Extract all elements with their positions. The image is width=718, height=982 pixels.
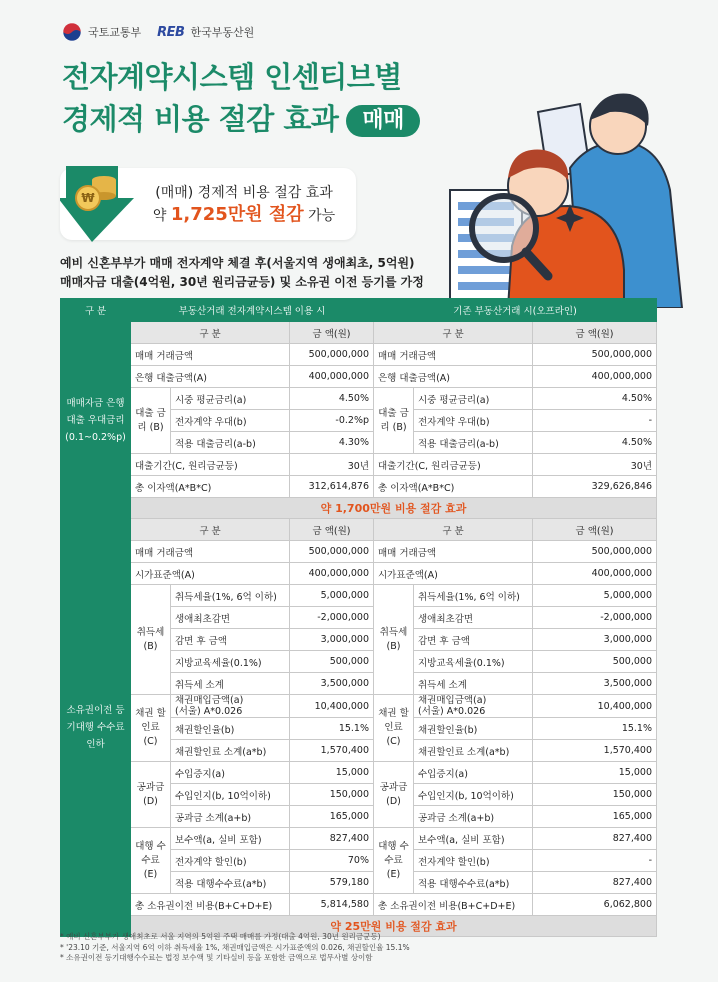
row-label: 대출기간(C, 원리금균등) (131, 454, 290, 476)
value-electronic: 3,000,000 (290, 629, 374, 651)
row-label: 공과금 소계(a+b) (171, 806, 290, 828)
illustration (420, 80, 718, 308)
government-emblem-icon (62, 22, 82, 42)
value-offline: 3,500,000 (533, 673, 657, 695)
footnote: * 예비 신혼부부가 생애최초로 서울 지역의 5억원 주택 매매를 가정(대출 4억원, 30년 원리금균등) (60, 932, 381, 941)
value-electronic: 150,000 (290, 784, 374, 806)
row-label: 지방교육세율(0.1%) (171, 651, 290, 673)
value-offline: 500,000,000 (533, 344, 657, 366)
section1-title: 매매자금 은행대출 우대금리 (0.1~0.2%p) (61, 322, 131, 519)
value-offline: 165,000 (533, 806, 657, 828)
value-offline: 4.50% (533, 388, 657, 410)
row-label: 감면 후 금액 (414, 629, 533, 651)
reb-logo (157, 24, 254, 40)
org2-name: 한국부동산원 (190, 26, 255, 39)
value-electronic: 3,500,000 (290, 673, 374, 695)
value-electronic: 10,400,000 (290, 695, 374, 718)
table-row (61, 344, 657, 366)
group-label: 공과금 (D) (131, 762, 171, 828)
value-electronic: 5,000,000 (290, 585, 374, 607)
table-row (61, 894, 657, 916)
row-label: 지방교육세율(0.1%) (414, 651, 533, 673)
row-label: 생애최초감면 (414, 607, 533, 629)
value-electronic: 5,814,580 (290, 894, 374, 916)
row-label: 수입인지(b, 10억이하) (171, 784, 290, 806)
group-label: 대출 금리 (B) (131, 388, 171, 454)
value-offline: 3,000,000 (533, 629, 657, 651)
row-label: 보수액(a, 실비 포함) (414, 828, 533, 850)
row-label: 전자계약 할인(b) (171, 850, 290, 872)
row-label-line1: 채권매입금액(a) (175, 695, 244, 706)
value-electronic: 165,000 (290, 806, 374, 828)
row-label: 취득세율(1%, 6억 이하) (414, 585, 533, 607)
row-label: 매매 거래금액 (131, 541, 290, 563)
callout-text (144, 182, 344, 227)
table-row (61, 541, 657, 563)
row-label: 매매 거래금액 (374, 541, 533, 563)
row-label: 수입증지(a) (171, 762, 290, 784)
footnote: * '23.10 기준, 서울지역 6억 이하 취득세율 1%, 채권매입금액은 시가표준액의 0.026, 채권할인율 15.1% (60, 942, 410, 952)
value-electronic: 400,000,000 (290, 563, 374, 585)
table-row (61, 388, 657, 410)
value-offline: 1,570,400 (533, 740, 657, 762)
callout-suffix: 가능 (303, 208, 336, 224)
row-label: 시가표준액(A) (131, 563, 290, 585)
value-offline: 6,062,800 (533, 894, 657, 916)
scenario-premise (60, 254, 424, 292)
callout-amount: 1,725만원 절감 (170, 204, 304, 225)
row-label: 수입인지(b, 10억이하) (414, 784, 533, 806)
table-row (61, 322, 657, 344)
row-label: 수입증지(a) (414, 762, 533, 784)
value-offline: 15.1% (533, 718, 657, 740)
group-label: 대출 금리 (B) (374, 388, 414, 454)
molit-logo (62, 22, 141, 42)
value-electronic: 500,000 (290, 651, 374, 673)
group-label: 공과금 (D) (374, 762, 414, 828)
value-electronic: 827,400 (290, 828, 374, 850)
row-label: 감면 후 금액 (171, 629, 290, 651)
sub-header-amount: 금 액(원) (290, 322, 374, 344)
value-electronic: 15,000 (290, 762, 374, 784)
sub-header-amount: 금 액(원) (533, 322, 657, 344)
value-offline: 500,000 (533, 651, 657, 673)
footnotes (60, 932, 410, 964)
header-offline: 기존 부동산거래 시(오프라인) (374, 299, 657, 322)
table-row (61, 828, 657, 850)
value-offline: 400,000,000 (533, 563, 657, 585)
premise-line1: 예비 신혼부부가 매매 전자계약 체결 후(서울지역 생애최초, 5억원) (60, 256, 415, 270)
header-logos (62, 22, 254, 42)
row-label: 채권할인료 소계(a*b) (171, 740, 290, 762)
row-label: 채권할인료 소계(a*b) (414, 740, 533, 762)
row-label: 적용 대행수수료(a*b) (171, 872, 290, 894)
row-label: 총 소유권이전 비용(B+C+D+E) (374, 894, 533, 916)
row-label: 은행 대출금액(A) (374, 366, 533, 388)
row-label: 총 소유권이전 비용(B+C+D+E) (131, 894, 290, 916)
value-offline: 150,000 (533, 784, 657, 806)
callout-line2 (144, 204, 344, 227)
sub-header-label: 구 분 (374, 322, 533, 344)
sub-header-label: 구 분 (131, 519, 290, 541)
row-label: 보수액(a, 실비 포함) (171, 828, 290, 850)
row-label: 매매 거래금액 (374, 344, 533, 366)
cost-comparison-table (60, 298, 657, 937)
row-label: 은행 대출금액(A) (131, 366, 290, 388)
value-offline: 400,000,000 (533, 366, 657, 388)
table-row (61, 519, 657, 541)
group-label: 취득세 (B) (374, 585, 414, 695)
title-line2: 경제적 비용 절감 효과 (62, 102, 339, 136)
row-label: 채권할인율(b) (171, 718, 290, 740)
table-row (61, 476, 657, 498)
sub-header-label: 구 분 (131, 322, 290, 344)
row-label: 대출기간(C, 원리금균등) (374, 454, 533, 476)
row-label-line2: (서울) A*0.026 (418, 706, 486, 717)
section2-title: 소유권이전 등기대행 수수료인하 (61, 519, 131, 937)
value-offline: 15,000 (533, 762, 657, 784)
value-offline: 329,626,846 (533, 476, 657, 498)
value-electronic: 4.50% (290, 388, 374, 410)
row-label: 취득세 소계 (171, 673, 290, 695)
row-label: 시중 평균금리(a) (414, 388, 533, 410)
callout-prefix: 약 (152, 208, 171, 224)
row-label (414, 695, 533, 718)
value-offline: 10,400,000 (533, 695, 657, 718)
value-electronic: 400,000,000 (290, 366, 374, 388)
value-electronic: 500,000,000 (290, 541, 374, 563)
category-badge: 매매 (346, 105, 420, 137)
savings-callout (60, 168, 356, 240)
value-offline: 5,000,000 (533, 585, 657, 607)
value-offline: - (533, 410, 657, 432)
footnote: * 소유권이전 등기대행수수료는 법정 보수액 및 기타실비 등을 포함한 금액으로 법무사별 상이함 (60, 953, 373, 962)
row-label: 매매 거래금액 (131, 344, 290, 366)
table-row (61, 585, 657, 607)
value-electronic: -2,000,000 (290, 607, 374, 629)
won-symbol: ₩ (81, 191, 95, 205)
row-label: 시중 평균금리(a) (171, 388, 290, 410)
value-electronic: 30년 (290, 454, 374, 476)
row-label (171, 695, 290, 718)
value-electronic: 4.30% (290, 432, 374, 454)
title-line1: 전자계약시스템 인센티브별 (62, 60, 402, 94)
value-electronic: 579,180 (290, 872, 374, 894)
row-label: 적용 대행수수료(a*b) (414, 872, 533, 894)
page-title (62, 56, 420, 140)
section1-saving: 약 1,700만원 비용 절감 효과 (131, 498, 657, 519)
header-category: 구 분 (61, 299, 131, 322)
group-label: 취득세 (B) (131, 585, 171, 695)
value-offline: -2,000,000 (533, 607, 657, 629)
group-label: 채권 할인료 (C) (374, 695, 414, 762)
premise-line2: 매매자금 대출(4억원, 30년 원리금균등) 및 소유권 이전 등기를 가정 (60, 275, 424, 289)
table-row (61, 454, 657, 476)
header-electronic: 부동산거래 전자계약시스템 이용 시 (131, 299, 374, 322)
value-electronic: 15.1% (290, 718, 374, 740)
coin-arrow-graphic (60, 158, 144, 252)
reb-mark: REB (157, 24, 185, 40)
row-label-line2: (서울) A*0.026 (175, 706, 243, 717)
sub-header-amount: 금 액(원) (533, 519, 657, 541)
row-label: 적용 대출금리(a-b) (171, 432, 290, 454)
value-offline: 30년 (533, 454, 657, 476)
group-label: 대행 수수료 (E) (131, 828, 171, 894)
callout-line1: (매매) 경제적 비용 절감 효과 (155, 185, 333, 201)
table-row (61, 563, 657, 585)
sub-header-label: 구 분 (374, 519, 533, 541)
row-label: 취득세 소계 (414, 673, 533, 695)
value-offline: 827,400 (533, 828, 657, 850)
value-offline: - (533, 850, 657, 872)
row-label: 전자계약 우대(b) (171, 410, 290, 432)
row-label: 취득세율(1%, 6억 이하) (171, 585, 290, 607)
row-label: 전자계약 할인(b) (414, 850, 533, 872)
row-label: 총 이자액(A*B*C) (374, 476, 533, 498)
table-header-row (61, 299, 657, 322)
group-label: 채권 할인료 (C) (131, 695, 171, 762)
row-label: 전자계약 우대(b) (414, 410, 533, 432)
org1-name: 국토교통부 (88, 26, 142, 39)
value-offline: 500,000,000 (533, 541, 657, 563)
value-offline: 827,400 (533, 872, 657, 894)
group-label: 대행 수수료 (E) (374, 828, 414, 894)
row-label: 시가표준액(A) (374, 563, 533, 585)
value-electronic: 312,614,876 (290, 476, 374, 498)
row-label: 공과금 소계(a+b) (414, 806, 533, 828)
section2-saving: 약 25만원 비용 절감 효과 (131, 916, 657, 937)
table-row (61, 498, 657, 519)
value-offline: 4.50% (533, 432, 657, 454)
value-electronic: 1,570,400 (290, 740, 374, 762)
row-label: 총 이자액(A*B*C) (131, 476, 290, 498)
value-electronic: -0.2%p (290, 410, 374, 432)
value-electronic: 500,000,000 (290, 344, 374, 366)
table-row (61, 366, 657, 388)
sub-header-amount: 금 액(원) (290, 519, 374, 541)
row-label-line1: 채권매입금액(a) (418, 695, 487, 706)
table-row (61, 762, 657, 784)
row-label: 채권할인율(b) (414, 718, 533, 740)
row-label: 적용 대출금리(a-b) (414, 432, 533, 454)
value-electronic: 70% (290, 850, 374, 872)
table-row (61, 695, 657, 718)
row-label: 생애최초감면 (171, 607, 290, 629)
